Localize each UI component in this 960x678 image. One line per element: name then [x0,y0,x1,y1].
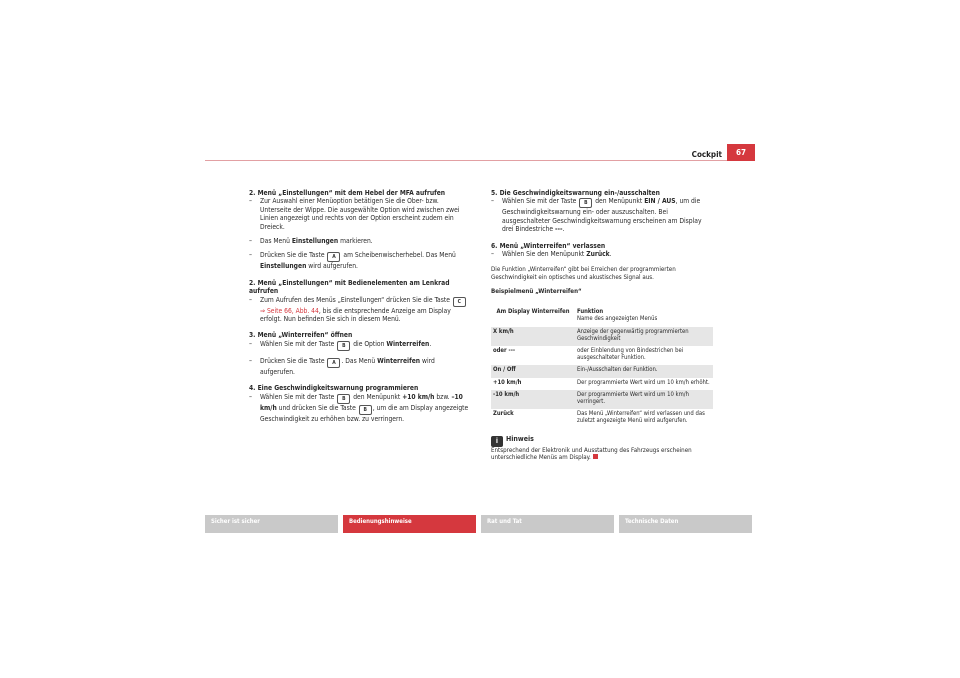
table-row: +10 km/h Der programmierte Wert wird um 10 km/h erhöht. [493,379,710,386]
key-b-icon: B [579,198,592,208]
section-heading: 3. Menü „Winterreifen“ öffnen [249,331,353,340]
section-heading: 6. Menü „Winterreifen“ verlassen [491,241,606,250]
winter-tyre-menu-table [491,307,713,428]
list-item: – Wählen Sie mit der Taste B den Menüpunkt +10 km/h bzw. –10 km/h und drücken Sie die Taste B , um die am Display angezeigte Geschwindigkeit zu erhöhen bzw. zu verringern. [249,392,469,423]
header-rule [205,160,755,161]
table-header-cell: Funktion Name des angezeigten Menüs [577,309,658,323]
section-heading: 4. Eine Geschwindigkeitswarnung programmieren [249,384,419,393]
key-a-icon: A [327,252,340,262]
end-square-icon [593,454,598,459]
list-item: – Wählen Sie mit der Taste B den Menüpunkt EIN / AUS, um die Geschwindigkeitswarnung ein- oder auszuschalten. Bei ausgeschalteter Geschwindigkeitswarnung erscheinen am Display drei Bindestriche ---. [491,197,702,234]
list-item: – Zur Auswahl einer Menüoption betätigen Sie die Ober- bzw. Unterseite der Wippe. Die ausgewählte Option wird zwischen zwei Linien angezeigt und rechts von der Option erscheint zudem ein Dreieck. [249,197,460,231]
footer-tab-safety[interactable]: Sicher ist sicher [205,515,338,533]
list-item: – Das Menü Einstellungen markieren. [249,237,373,246]
section-heading: 2. Menü „Einstellungen“ mit dem Hebel der MFA aufrufen [249,189,446,197]
note-box [491,435,713,462]
key-a-icon: A [327,358,340,368]
key-c-icon: C [453,297,466,307]
info-icon: i [491,436,503,447]
example-heading: Beispielmenü „Winterreifen“ [491,287,582,295]
key-b-icon: B [337,341,350,351]
table-header-cell: Am Display Winterreifen [496,309,570,316]
list-item: – Drücken Sie die Taste A . Das Menü Winterreifen wird aufgerufen. [249,356,435,376]
table-header-row [491,307,713,326]
footer-tab-operation[interactable]: Bedienungshinweise [343,515,476,533]
table-row: Zurück Das Menü „Winterreifen“ wird verlassen und das zuletzt angezeigte Menü wird aufgerufen. [493,411,705,425]
section-heading: 5. Die Geschwindigkeitswarnung ein-/ausschalten [491,189,660,197]
section-title: Cockpit [691,150,722,159]
page-reference-link[interactable]: ⇒ Seite 66, Abb. 44 [260,306,319,315]
note-text: Entsprechend der Elektronik und Ausstattung des Fahrzeugs erscheinen unterschiedliche Menüs am Display. [491,446,692,462]
section-heading: 2. Menü „Einstellungen“ mit Bedienelementen am Lenkrad aufrufen [249,278,450,296]
footer-tab-tips[interactable]: Rat und Tat [481,515,614,533]
list-item: – Zum Aufrufen des Menüs „Einstellungen“ drücken Sie die Taste C ⇒ Seite 66, Abb. 44, bis die entsprechende Anzeige am Display erfolgt. Nun befinden Sie sich in diesem Menü. [249,296,471,324]
list-item: – Wählen Sie den Menüpunkt Zurück. [491,250,612,259]
table-row: -10 km/h Der programmierte Wert wird um 10 km/h verringert. [491,390,713,409]
note-title: Hinweis [506,434,534,443]
table-row: oder --- oder Einblendung von Bindestrichen bei ausgeschalteter Funktion. [493,348,684,362]
right-column [491,189,713,462]
table-row: X km/h Anzeige der gegenwärtig programmierten Geschwindigkeit [491,327,713,346]
intro-paragraph: Die Funktion „Winterreifen“ gibt bei Erreichen der programmierten Geschwindigkeit ein optisches und akustisches Signal aus. [491,266,676,282]
footer-tab-technical-data[interactable]: Technische Daten [619,515,752,533]
list-item: – Drücken Sie die Taste A am Scheibenwischerhebel. Das Menü Einstellungen wird aufgerufen. [249,251,456,271]
table-row: On / Off Ein-/Ausschalten der Funktion. [491,365,713,377]
key-b-icon: B [359,405,372,415]
page-number: 67 [727,144,755,161]
list-item: – Wählen Sie mit der Taste B die Option Winterreifen. [249,339,432,349]
left-column [249,189,471,423]
key-b-icon: B [337,394,350,404]
